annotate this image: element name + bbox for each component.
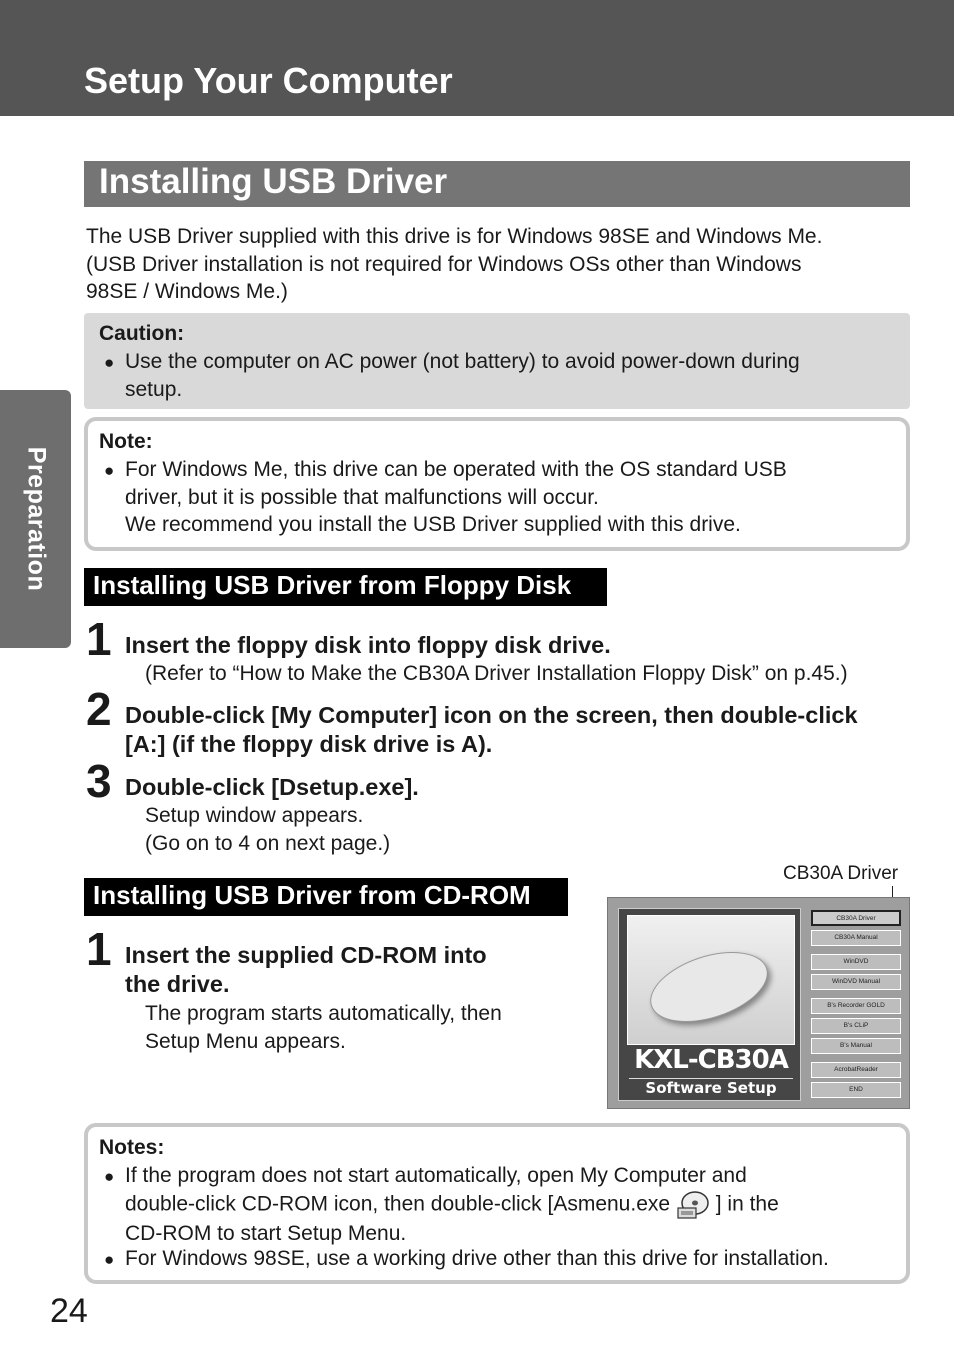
notes-line: If the program does not start automatically, open My Computer and <box>125 1164 747 1187</box>
callout-label: CB30A Driver <box>783 863 899 884</box>
intro-line: (USB Driver installation is not required for Windows OSs other than Windows <box>86 252 802 276</box>
step-title: Double-click [Dsetup.exe]. <box>125 774 419 800</box>
notes-line: ] in the <box>715 1192 779 1216</box>
setup-menu-screenshot <box>607 897 910 1109</box>
step-detail: (Refer to “How to Make the CB30A Driver Installation Floppy Disk” on p.45.) <box>145 662 848 685</box>
section-heading <box>84 161 910 207</box>
step-title <box>125 701 858 759</box>
step-detail-line: Setup Menu appears. <box>145 1029 346 1053</box>
menu-item-bs-manual[interactable]: B's Manual <box>811 1038 901 1054</box>
step-title-line: the drive. <box>125 971 230 997</box>
notes-box <box>84 1123 910 1284</box>
bullet-icon: ● <box>104 353 115 372</box>
menu-item-cb30a-manual[interactable]: CB30A Manual <box>811 930 901 946</box>
menu-item-bs-clip[interactable]: B's CLiP <box>811 1018 901 1034</box>
step-detail-line: Setup window appears. <box>145 804 364 827</box>
cd-rom-icon <box>676 1190 710 1220</box>
step-detail-line: (Go on to 4 on next page.) <box>145 831 391 855</box>
page-header <box>0 0 954 116</box>
notes-line: CD-ROM to start Setup Menu. <box>125 1221 407 1245</box>
step-title: Insert the floppy disk into floppy disk drive. <box>125 632 611 658</box>
intro-text <box>86 223 822 306</box>
step-number: 1 <box>86 923 112 975</box>
notes-item: For Windows 98SE, use a working drive other than this drive for installation. <box>125 1247 829 1270</box>
caution-line: Use the computer on AC power (not battery) to avoid power-down during <box>125 350 800 373</box>
menu-item-windvd-manual[interactable]: WinDVD Manual <box>811 974 901 990</box>
product-logo-sub: Software Setup <box>629 1078 793 1097</box>
step-detail <box>145 1000 502 1055</box>
bullet-icon: ● <box>104 1250 115 1269</box>
cd-drive-icon <box>641 939 776 1036</box>
product-logo: KXL-CB30A <box>634 1045 788 1075</box>
bullet-icon: ● <box>104 461 115 480</box>
menu-item-acrobat-reader[interactable]: AcrobatReader <box>811 1062 901 1078</box>
note-text <box>125 456 787 539</box>
notes-item <box>125 1162 779 1247</box>
menu-item-windvd[interactable]: WinDVD <box>811 954 901 970</box>
caution-title: Caution: <box>99 322 185 345</box>
caution-text <box>125 348 800 403</box>
step-number: 1 <box>86 613 112 665</box>
side-tab-label: Preparation <box>22 446 50 592</box>
caution-box <box>84 313 910 409</box>
step-detail-line: The program starts automatically, then <box>145 1002 502 1025</box>
note-box <box>84 417 910 551</box>
step-title-line: [A:] (if the floppy disk drive is A). <box>125 731 493 757</box>
note-title: Note: <box>99 430 153 453</box>
page-number: 24 <box>50 1292 88 1330</box>
notes-line: double-click CD-ROM icon, then double-click [Asmenu.exe <box>125 1192 671 1216</box>
step-number: 2 <box>86 683 112 735</box>
step-title-line: Insert the supplied CD-ROM into <box>125 942 487 968</box>
cdrom-heading: Installing USB Driver from CD-ROM <box>84 878 568 916</box>
side-tab <box>0 390 71 648</box>
caution-line: setup. <box>125 377 183 401</box>
menu-item-bs-recorder[interactable]: B's Recorder GOLD <box>811 998 901 1014</box>
intro-line: The USB Driver supplied with this drive is for Windows 98SE and Windows Me. <box>86 225 823 248</box>
note-line: We recommend you install the USB Driver supplied with this drive. <box>125 513 741 536</box>
bullet-icon: ● <box>104 1167 115 1186</box>
section-title: Installing USB Driver <box>99 162 448 201</box>
drive-photo <box>627 915 795 1045</box>
step-detail <box>145 802 390 857</box>
menu-item-end[interactable]: END <box>811 1082 901 1098</box>
floppy-heading: Installing USB Driver from Floppy Disk <box>84 568 607 606</box>
notes-title: Notes: <box>99 1136 165 1159</box>
note-line: driver, but it is possible that malfunctions will occur. <box>125 485 599 509</box>
step-number: 3 <box>86 755 112 807</box>
setup-menu-panel <box>618 908 801 1101</box>
step-title-line: Double-click [My Computer] icon on the screen, then double-click <box>125 702 858 728</box>
menu-item-cb30a-driver[interactable]: CB30A Driver <box>811 910 901 926</box>
intro-line: 98SE / Windows Me.) <box>86 280 288 303</box>
step-title <box>125 941 487 999</box>
note-line: For Windows Me, this drive can be operated with the OS standard USB <box>125 458 787 481</box>
page-title: Setup Your Computer <box>84 60 453 101</box>
